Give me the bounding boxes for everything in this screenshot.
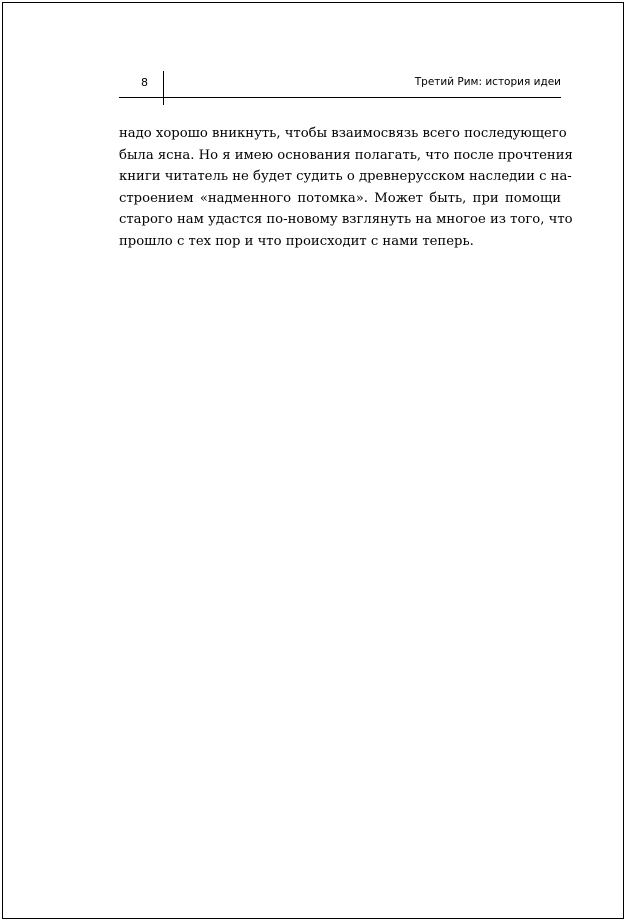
header-divider [163,71,164,105]
text-line: прошло с тех пор и что происходит с нами теперь. [119,233,474,249]
header-rule [119,97,561,98]
text-line: старого нам удастся по-новому взглянуть на многое из того, что [119,212,573,227]
text-line: строением «надменного потомка». Может быть, при помощи [119,190,561,206]
text-line: надо хорошо вникнуть, чтобы взаимосвязь всего последующего [119,126,567,141]
page-header [119,71,561,105]
body-paragraph [119,123,573,252]
running-title: Третий Рим: история идеи [414,76,561,88]
text-line: была ясна. Но я имею основания полагать, что после прочтения [119,147,573,163]
page-number: 8 [141,76,148,89]
book-page [2,2,624,919]
text-line: книги читатель не будет судить о древнерусском наследии с на- [119,169,572,184]
